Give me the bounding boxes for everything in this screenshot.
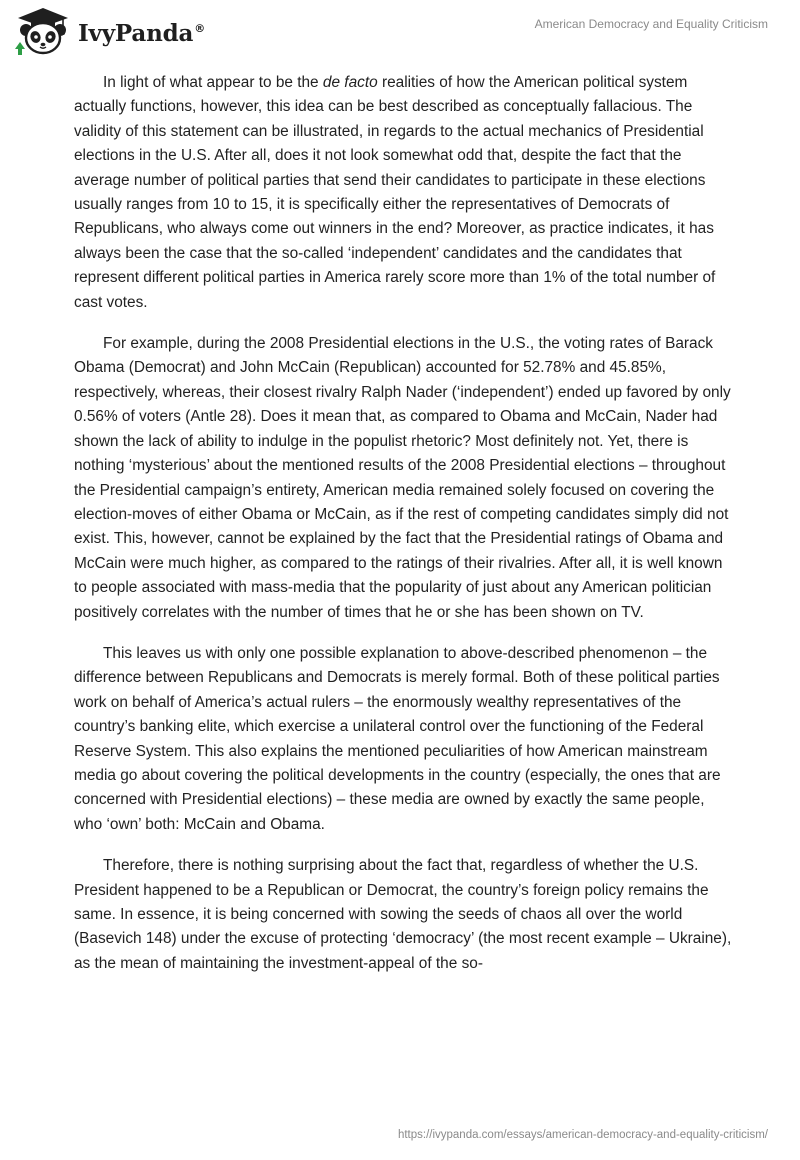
brand-name: IvyPanda® xyxy=(78,19,205,47)
paragraph-1-rest: realities of how the American political system actually functions, however, this idea can be best described as conceptually fallacious. The validity of this statement can be illustrated, in regards to the actual mechanics of Presidential elections in the U.S. After all, does it not look somewhat odd that, despite the fact that the average number of political parties that send their candidates to participate in these elections usually ranges from 10 to 15, it is specifically either the representatives of Democrats of Republicans, who always come out winners in the end? Moreover, as practice indicates, it has always been the case that the so-called ‘independent’ candidates and the candidates that represent different political parties in America rarely score more than 1% of the total number of cast votes. xyxy=(74,74,716,311)
paragraph-4: Therefore, there is nothing surprising about the fact that, regardless of whether the U.S. President happened to be a Republican or Democrat, the country’s foreign policy remains the same. In essence, it is being concerned with sowing the seeds of chaos all over the world (Basevich 148) under the excuse of protecting ‘democracy’ (the most recent example – Ukraine), as the mean of maintaining the investment-appeal of the so- xyxy=(74,857,732,972)
brand-registered-mark: ® xyxy=(194,21,205,35)
source-url[interactable]: https://ivypanda.com/essays/american-democracy-and-equality-criticism/ xyxy=(397,1129,768,1141)
panda-graduate-icon xyxy=(14,6,72,56)
document-title: American Democracy and Equality Criticism xyxy=(534,17,768,31)
page-header xyxy=(0,0,800,64)
essay-body xyxy=(74,71,734,993)
brand-logo[interactable] xyxy=(14,6,205,56)
paragraph-3: This leaves us with only one possible explanation to above-described phenomenon – the difference between Republicans and Democrats is merely formal. Both of these political parties work on behalf of America’s actual rulers – the enormously wealthy representatives of the country’s banking elite, which exercise a unilateral control over the functioning of the Federal Reserve System. This also explains the mentioned peculiarities of how American mainstream media go about covering the political developments in the country (especially, the ones that are concerned with Presidential elections) – these media are owned by exactly the same people, who ‘own’ both: McCain and Obama. xyxy=(74,644,721,833)
paragraph-2: For example, during the 2008 Presidential elections in the U.S., the voting rates of Barack Obama (Democrat) and John McCain (Republican) accounted for 52.78% and 45.85%, respectively, whereas, their closest rivalry Ralph Nader (‘independent’) ended up favored by only 0.56% of voters (Antle 28). Does it mean that, as compared to Obama and McCain, Nader had shown the lack of ability to indulge in the populist rhetoric? Most definitely not. Yet, there is nothing ‘mysterious’ about the mentioned results of the 2008 Presidential elections – throughout the Presidential campaign’s entirety, American media remained solely focused on covering the election-moves of either Obama or McCain, as if the rest of competing candidates simply did not exist. This, however, cannot be explained by the fact that the Presidential ratings of Obama and McCain were much higher, as compared to the ratings of their rivalries. After all, it is well known to people associated with mass-media that the popularity of just about any American politician positively correlates with the number of times that he or she has been shown on TV. xyxy=(74,335,731,621)
paragraph-1-lead: In light of what appear to be the xyxy=(103,74,323,91)
paragraph-1 xyxy=(74,71,734,315)
paragraph-1-emphasis: de facto xyxy=(322,74,378,91)
